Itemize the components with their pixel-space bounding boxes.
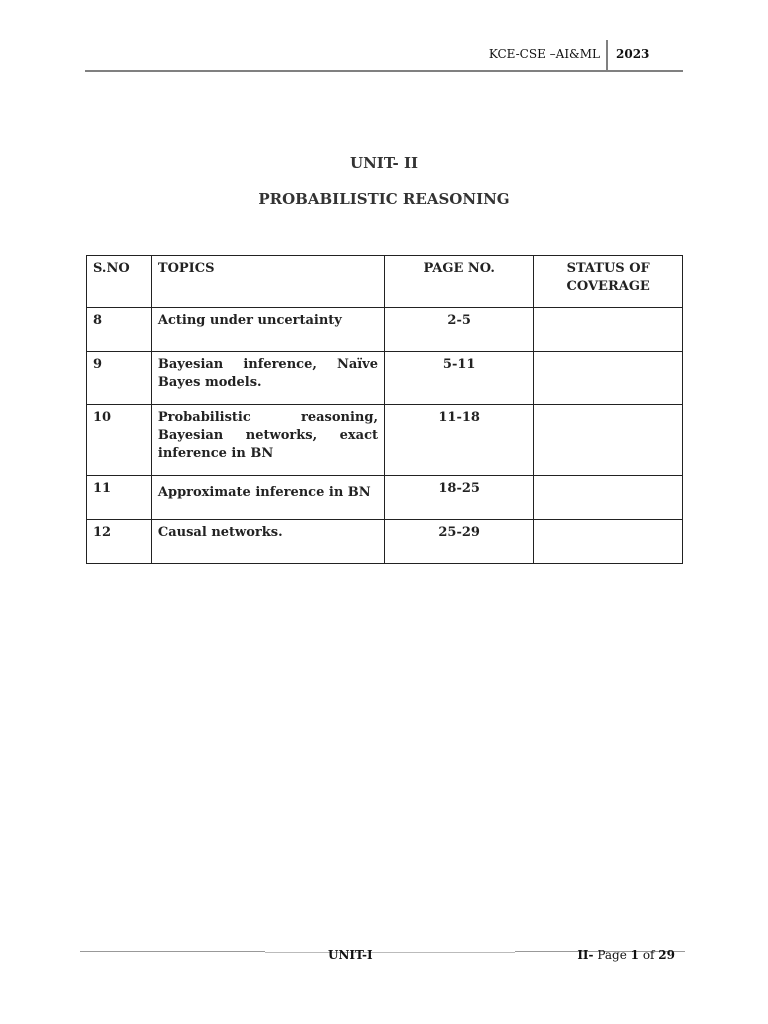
header-org: KCE-CSE –AI&ML	[488, 47, 600, 61]
row-page: 2-5	[385, 308, 534, 352]
row-topic	[151, 476, 384, 520]
header-divider	[606, 40, 608, 71]
row-topic-line: Bayesian networks, exact	[157, 428, 379, 443]
footer-page-current: 1	[630, 948, 639, 962]
unit-title: UNIT- II	[350, 154, 418, 172]
row-status	[534, 405, 683, 476]
row-topic	[151, 308, 384, 352]
table-row	[87, 352, 683, 405]
header-status-line2: COVERAGE	[566, 279, 650, 294]
row-sno: 8	[87, 308, 152, 352]
footer-page-number	[577, 948, 675, 962]
footer-page-prefix: II-	[577, 948, 594, 962]
row-sno: 12	[87, 520, 152, 564]
row-topic-line: inference in BN	[157, 446, 274, 461]
header-status-line1: STATUS OF	[566, 261, 650, 276]
header-sno: S.NO	[87, 256, 152, 308]
row-page: 18-25	[385, 476, 534, 520]
row-topic-line: Bayesian inference, Naïve	[157, 357, 379, 372]
row-sno: 10	[87, 405, 152, 476]
row-topic-line: Acting under uncertainty	[157, 313, 342, 328]
row-page: 11-18	[385, 405, 534, 476]
table-row	[87, 405, 683, 476]
row-topic	[151, 520, 384, 564]
row-topic-line: Causal networks.	[157, 525, 283, 540]
row-topic-line: Approximate inference in BN	[157, 485, 371, 500]
row-topic	[151, 405, 384, 476]
row-page: 5-11	[385, 352, 534, 405]
row-status	[534, 476, 683, 520]
header-page: PAGE NO.	[385, 256, 534, 308]
footer-page-of: of	[639, 948, 659, 962]
table-row	[87, 308, 683, 352]
table-row	[87, 520, 683, 564]
header-rule	[85, 70, 683, 72]
row-topic-line: Probabilistic reasoning,	[157, 410, 379, 425]
row-sno: 9	[87, 352, 152, 405]
row-status	[534, 308, 683, 352]
footer-unit: UNIT-I	[328, 948, 373, 962]
toc-table	[86, 255, 683, 564]
footer-page-label: Page	[593, 948, 631, 962]
footer-rule-middle	[265, 952, 515, 953]
header-topics: TOPICS	[151, 256, 384, 308]
row-status	[534, 352, 683, 405]
row-topic	[151, 352, 384, 405]
table-row	[87, 476, 683, 520]
row-topic-line: Bayes models.	[157, 375, 262, 390]
header-status	[534, 256, 683, 308]
row-status	[534, 520, 683, 564]
table-header-row	[87, 256, 683, 308]
header-year: 2023	[616, 47, 650, 61]
footer-rule-left	[80, 951, 265, 952]
footer-page-total: 29	[658, 948, 675, 962]
row-page: 25-29	[385, 520, 534, 564]
row-sno: 11	[87, 476, 152, 520]
topic-title: PROBABILISTIC REASONING	[258, 190, 510, 208]
